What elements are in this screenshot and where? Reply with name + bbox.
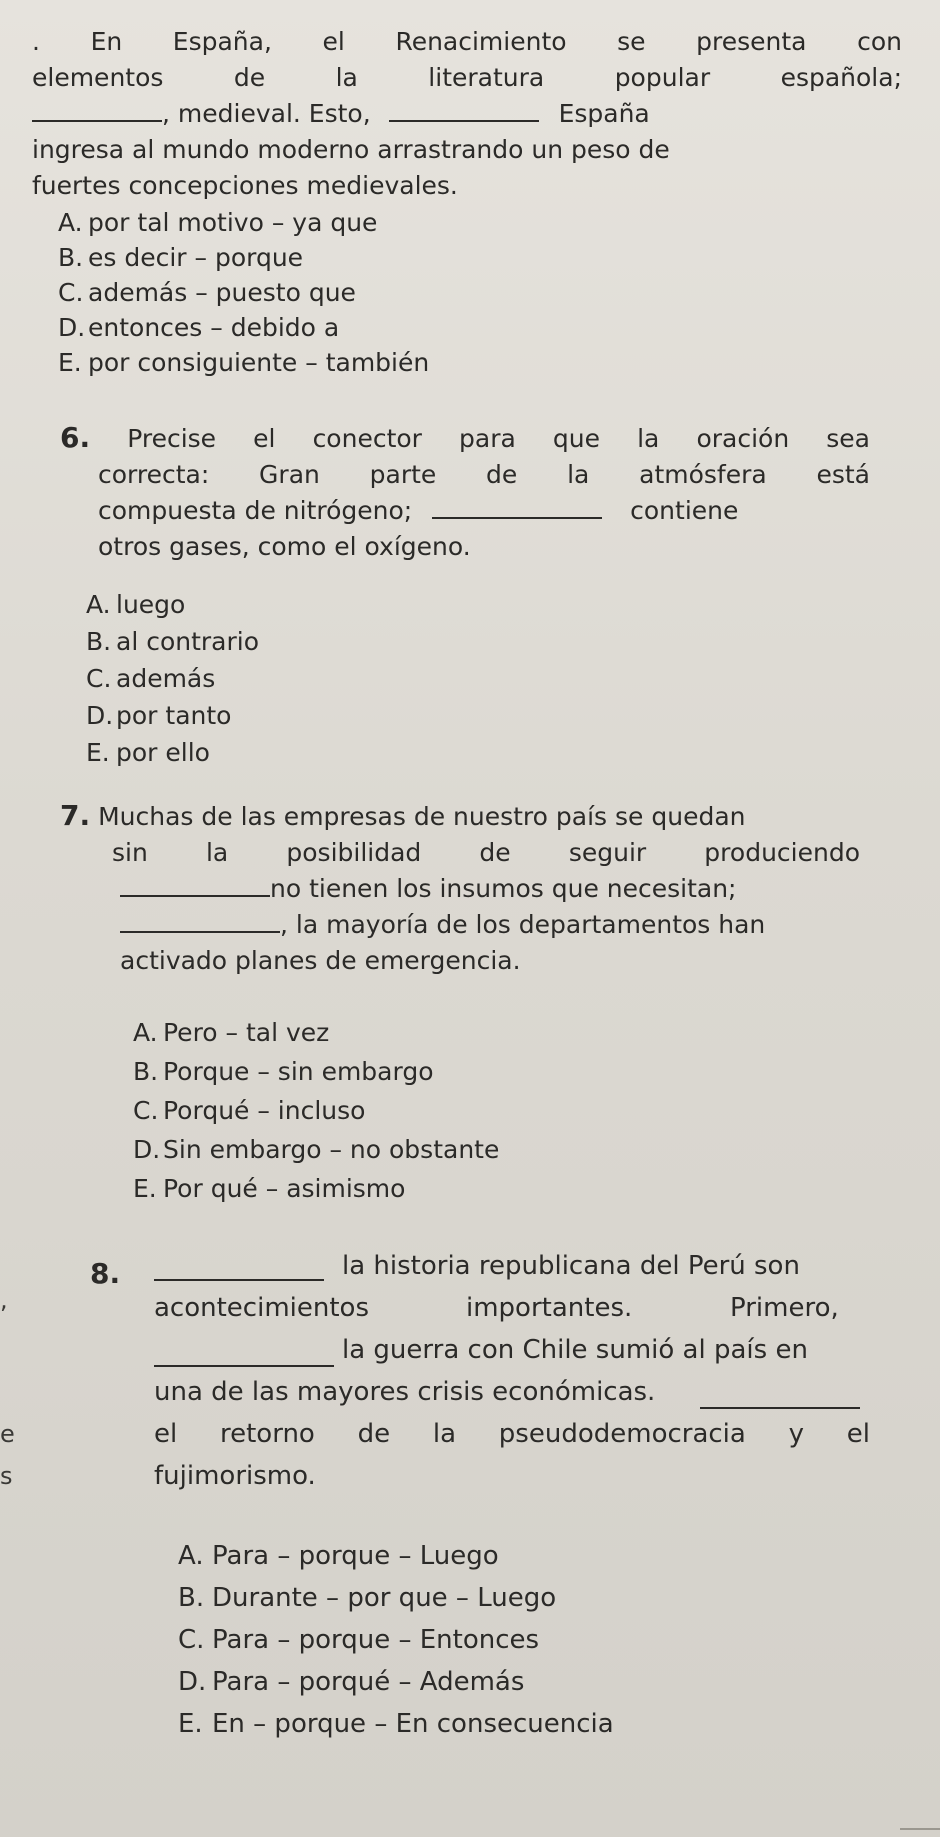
q5-option-c[interactable]: C. además – puesto que (58, 278, 356, 307)
q8-option-a[interactable]: A. Para – porque – Luego (178, 1541, 499, 1571)
q7-option-c[interactable]: C. Porqué – incluso (133, 1096, 366, 1125)
q8-option-b[interactable]: B. Durante – por que – Luego (178, 1583, 557, 1613)
question-7-number: 7. (60, 799, 91, 832)
q8-option-c[interactable]: C. Para – porque – Entonces (178, 1625, 540, 1655)
q7-option-b[interactable]: B. Porque – sin embargo (133, 1057, 434, 1086)
q7-option-a[interactable]: A. Pero – tal vez (133, 1018, 330, 1047)
blank-6 (154, 1261, 324, 1281)
q5-option-e[interactable]: E. por consiguiente – también (58, 348, 430, 377)
q6-option-c[interactable]: C. además (86, 664, 216, 693)
q8-option-e[interactable]: E. En – porque – En consecuencia (178, 1709, 614, 1739)
q6-option-e[interactable]: E. por ello (86, 738, 210, 767)
q6-option-a[interactable]: A. luego (86, 590, 186, 619)
margin-fragment: e (0, 1420, 15, 1448)
q6-option-b[interactable]: B. al contrario (86, 627, 260, 656)
q7-option-e[interactable]: E. Por qué – asimismo (133, 1174, 406, 1203)
question-6-number: 6. (60, 421, 91, 454)
margin-fragment: , (0, 1286, 8, 1314)
q7-option-d[interactable]: D. Sin embargo – no obstante (133, 1135, 500, 1164)
blank-8 (700, 1389, 860, 1409)
q5-option-b[interactable]: B. es decir – porque (58, 243, 304, 272)
question-8-number: 8. (90, 1257, 121, 1290)
page-edge-line (900, 1828, 940, 1830)
question-7-stem: 7. Muchas de las empresas de nuestro país se quedan sin la posibilidad de seguir produciendo no tienen los insumos que necesitan; , la mayoría de los departamentos han activado planes de emergencia. (60, 799, 860, 975)
q6-option-d[interactable]: D. por tanto (86, 701, 232, 730)
blank-3 (432, 499, 602, 519)
q8-option-d[interactable]: D. Para – porqué – Además (178, 1667, 525, 1697)
blank-1 (32, 102, 162, 122)
question-8-stem: 8. la historia republicana del Perú son acontecimientos importantes. Primero, la guerra con Chile sumió al país en una de las mayores crisis económicas. el retorno de la pseudodemocracia y el fujimorismo. (90, 1251, 870, 1491)
blank-2 (389, 102, 539, 122)
q5-option-a[interactable]: A. por tal motivo – ya que (58, 208, 378, 237)
margin-fragment: s (0, 1462, 13, 1490)
q5-option-d[interactable]: D. entonces – debido a (58, 313, 340, 342)
question-5-stem: . En España, el Renacimiento se presenta con elementos de la literatura popular española; , medieval. Esto, España ingresa al mundo moderno arrastrando un peso de fuertes concepciones medievales. (32, 27, 902, 200)
blank-5 (120, 913, 280, 933)
blank-4 (120, 877, 270, 897)
question-6-stem: 6. Precise el conector para que la oración sea correcta: Gran parte de la atmósfera está compuesta de nitrógeno; contiene otros gases, como el oxígeno. (60, 421, 870, 561)
blank-7 (154, 1347, 334, 1367)
margin-dot: . (32, 27, 40, 56)
